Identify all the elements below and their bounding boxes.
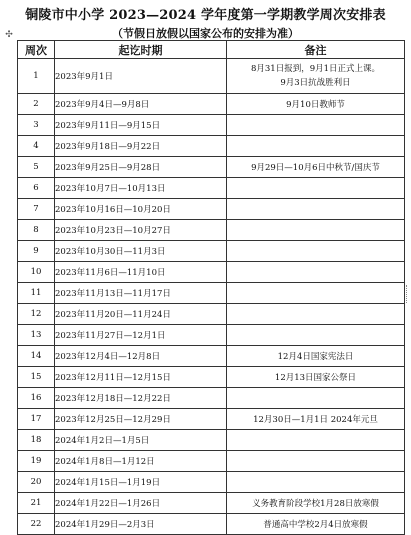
date-range-cell: 2023年11月20日—11月24日 bbox=[55, 304, 227, 325]
table-header-row bbox=[18, 41, 405, 59]
note-cell bbox=[227, 367, 405, 388]
note-cell bbox=[227, 220, 405, 241]
table-row bbox=[18, 157, 405, 178]
table-row bbox=[18, 367, 405, 388]
week-number-cell: 14 bbox=[18, 346, 55, 367]
schedule-table bbox=[17, 40, 405, 535]
week-number-cell: 11 bbox=[18, 283, 55, 304]
table-row bbox=[18, 220, 405, 241]
note-cell bbox=[227, 157, 405, 178]
header-notes: 备注 bbox=[227, 41, 405, 59]
table-row bbox=[18, 59, 405, 94]
table-row bbox=[18, 514, 405, 535]
date-range-cell: 2024年1月29日—2月3日 bbox=[55, 514, 227, 535]
date-range-cell: 2024年1月15日—1月19日 bbox=[55, 472, 227, 493]
week-number-cell: 13 bbox=[18, 325, 55, 346]
date-range-cell: 2023年10月30日—11月3日 bbox=[55, 241, 227, 262]
week-number-cell: 18 bbox=[18, 430, 55, 451]
note-cell bbox=[227, 325, 405, 346]
date-range-cell: 2023年9月25日—9月28日 bbox=[55, 157, 227, 178]
table-row bbox=[18, 451, 405, 472]
table-row bbox=[18, 94, 405, 115]
note-line: 9月29日—10月6日中秋节/国庆节 bbox=[251, 163, 380, 173]
table-body bbox=[18, 59, 405, 535]
note-line: 12月30日—1月1日 2024年元旦 bbox=[253, 415, 378, 425]
note-cell bbox=[227, 94, 405, 115]
note-line: 9月3日抗战胜利日 bbox=[280, 78, 351, 88]
week-number-cell: 20 bbox=[18, 472, 55, 493]
date-range-cell: 2024年1月8日—1月12日 bbox=[55, 451, 227, 472]
date-range-cell: 2024年1月2日—1月5日 bbox=[55, 430, 227, 451]
header-dates: 起讫时期 bbox=[55, 41, 227, 59]
note-cell bbox=[227, 136, 405, 157]
date-range-cell: 2023年12月4日—12月8日 bbox=[55, 346, 227, 367]
note-line: 8月31日报到，9月1日正式上课。 bbox=[250, 64, 381, 74]
note-cell bbox=[227, 59, 405, 94]
date-range-cell: 2023年9月11日—9月15日 bbox=[55, 115, 227, 136]
date-range-cell: 2024年1月22日—1月26日 bbox=[55, 493, 227, 514]
document-title: 铜陵市中小学 2023—2024 学年度第一学期教学周次安排表 bbox=[25, 8, 386, 23]
date-range-cell: 2023年11月27日—12月1日 bbox=[55, 325, 227, 346]
note-cell bbox=[227, 451, 405, 472]
table-row bbox=[18, 136, 405, 157]
table-row bbox=[18, 472, 405, 493]
week-number-cell: 22 bbox=[18, 514, 55, 535]
date-range-cell: 2023年10月7日—10月13日 bbox=[55, 178, 227, 199]
note-cell bbox=[227, 283, 405, 304]
table-row bbox=[18, 304, 405, 325]
note-cell bbox=[227, 199, 405, 220]
document-subtitle: （节假日放假以国家公布的安排为准） bbox=[112, 27, 299, 40]
week-number-cell: 2 bbox=[18, 94, 55, 115]
week-number-cell: 4 bbox=[18, 136, 55, 157]
week-number-cell: 6 bbox=[18, 178, 55, 199]
note-line: 12月13日国家公祭日 bbox=[274, 373, 357, 383]
date-range-cell: 2023年9月4日—9月8日 bbox=[55, 94, 227, 115]
week-number-cell: 1 bbox=[18, 59, 55, 94]
note-cell bbox=[227, 346, 405, 367]
note-cell bbox=[227, 409, 405, 430]
week-number-cell: 5 bbox=[18, 157, 55, 178]
date-range-cell: 2023年12月25日—12月29日 bbox=[55, 409, 227, 430]
table-row bbox=[18, 115, 405, 136]
note-line: 普通高中学校2月4日放寒假 bbox=[263, 520, 368, 530]
table-row bbox=[18, 283, 405, 304]
table-row bbox=[18, 430, 405, 451]
note-line: 12月4日国家宪法日 bbox=[277, 352, 354, 362]
week-number-cell: 8 bbox=[18, 220, 55, 241]
week-number-cell: 7 bbox=[18, 199, 55, 220]
week-number-cell: 19 bbox=[18, 451, 55, 472]
date-range-cell: 2023年10月23日—10月27日 bbox=[55, 220, 227, 241]
note-cell bbox=[227, 493, 405, 514]
note-cell bbox=[227, 430, 405, 451]
table-row bbox=[18, 262, 405, 283]
table-row bbox=[18, 409, 405, 430]
table-row bbox=[18, 388, 405, 409]
table-row bbox=[18, 346, 405, 367]
note-cell bbox=[227, 304, 405, 325]
date-range-cell: 2023年11月6日—11月10日 bbox=[55, 262, 227, 283]
note-cell bbox=[227, 178, 405, 199]
date-range-cell: 2023年12月11日—12月15日 bbox=[55, 367, 227, 388]
table-row bbox=[18, 241, 405, 262]
date-range-cell: 2023年9月18日—9月22日 bbox=[55, 136, 227, 157]
week-number-cell: 3 bbox=[18, 115, 55, 136]
week-number-cell: 15 bbox=[18, 367, 55, 388]
note-cell bbox=[227, 514, 405, 535]
date-range-cell: 2023年12月18日—12月22日 bbox=[55, 388, 227, 409]
week-number-cell: 17 bbox=[18, 409, 55, 430]
note-cell bbox=[227, 388, 405, 409]
date-range-cell: 2023年11月13日—11月17日 bbox=[55, 283, 227, 304]
page-edge-mark bbox=[406, 285, 410, 303]
table-row bbox=[18, 493, 405, 514]
table-move-handle-icon[interactable]: ✣ bbox=[5, 30, 13, 40]
week-number-cell: 12 bbox=[18, 304, 55, 325]
note-cell bbox=[227, 115, 405, 136]
note-cell bbox=[227, 241, 405, 262]
week-number-cell: 9 bbox=[18, 241, 55, 262]
note-cell bbox=[227, 262, 405, 283]
header-week: 周次 bbox=[18, 41, 55, 59]
note-line: 义务教育阶段学校1月28日放寒假 bbox=[252, 499, 379, 509]
week-number-cell: 21 bbox=[18, 493, 55, 514]
week-number-cell: 16 bbox=[18, 388, 55, 409]
table-row bbox=[18, 178, 405, 199]
table-row bbox=[18, 325, 405, 346]
date-range-cell: 2023年9月1日 bbox=[55, 59, 227, 94]
week-number-cell: 10 bbox=[18, 262, 55, 283]
note-cell bbox=[227, 472, 405, 493]
date-range-cell: 2023年10月16日—10月20日 bbox=[55, 199, 227, 220]
table-row bbox=[18, 199, 405, 220]
note-line: 9月10日教师节 bbox=[286, 100, 345, 110]
